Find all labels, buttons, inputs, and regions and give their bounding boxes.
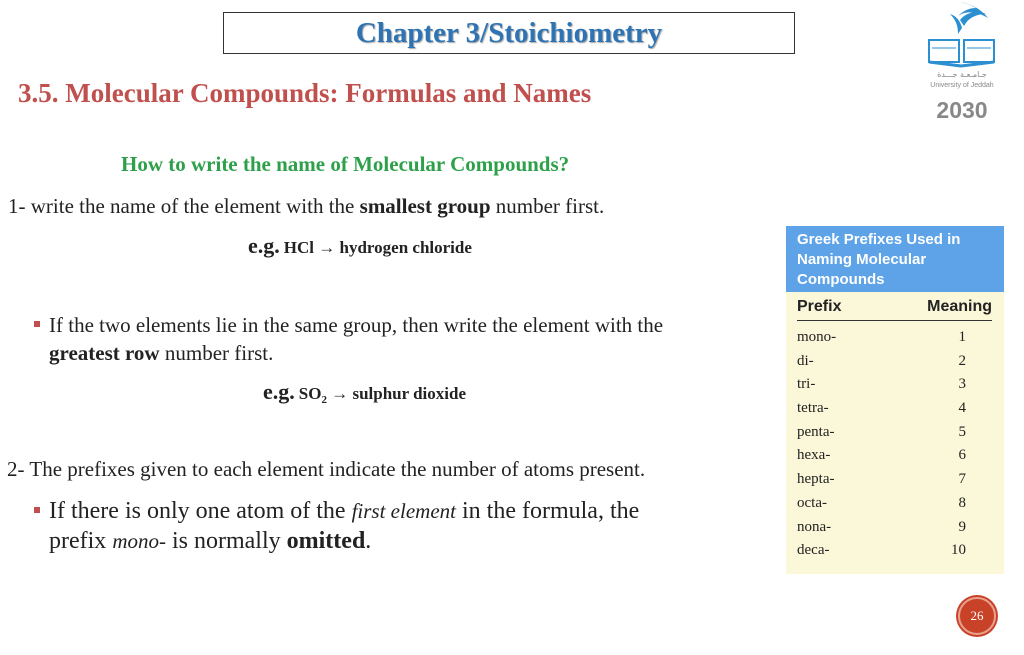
greek-prefix-table <box>786 226 1004 574</box>
bullet-1-marker <box>34 321 40 327</box>
bullet-2-italic: first element <box>351 499 456 523</box>
prefix-column-header: Prefix <box>797 298 842 315</box>
prefix-table-header: Greek Prefixes Used in Naming Molecular Compounds <box>786 226 1004 292</box>
bullet-1-line-2 <box>49 339 663 367</box>
meaning-cell: 10 <box>951 542 966 559</box>
prefix-cell: penta- <box>797 423 835 440</box>
bullet-2-line-2-end: . <box>365 528 372 554</box>
prefix-table-row <box>797 519 966 543</box>
prefix-cell: tri- <box>797 376 816 393</box>
prefix-table-row <box>797 471 966 495</box>
rule-1-text: 1- write the name of the element with the <box>8 194 360 218</box>
rule-1 <box>8 194 604 219</box>
meaning-cell: 8 <box>958 494 966 511</box>
meaning-cell: 7 <box>958 471 966 488</box>
example-1-formula: HCl <box>283 238 314 257</box>
example-1-arrow: → <box>314 238 340 257</box>
rule-1-text-end: number first. <box>490 194 605 218</box>
prefix-table-row <box>797 542 966 566</box>
vision-2030-text: 2030 <box>936 97 988 122</box>
bullet-2-line-2 <box>49 526 639 556</box>
meaning-cell: 5 <box>958 423 966 440</box>
meaning-cell: 6 <box>958 447 966 464</box>
example-2 <box>263 379 466 406</box>
bullet-1 <box>49 311 663 367</box>
meaning-column-header: Meaning <box>927 298 992 315</box>
bullet-1-bold: greatest row <box>49 341 160 365</box>
bullet-2-line-1 <box>49 496 639 526</box>
prefix-cell: hepta- <box>797 471 835 488</box>
bullet-1-line-1: If the two elements lie in the same group, then write the element with the <box>49 313 664 337</box>
prefix-table-row <box>797 329 966 353</box>
meaning-cell: 4 <box>958 400 966 417</box>
prefix-table-row <box>797 400 966 424</box>
bullet-1-text-end: number first. <box>159 341 274 365</box>
prefix-table-row <box>797 376 966 400</box>
example-2-subscript: 2 <box>321 394 327 407</box>
example-1-name: hydrogen chloride <box>339 238 472 257</box>
bullet-2-line-2-mid: is normally <box>165 528 287 554</box>
rule-2: 2- The prefixes given to each element indicate the number of atoms present. <box>7 457 646 481</box>
logo-english-text: University of Jeddah <box>930 82 994 89</box>
bullet-2-text: If there is only one atom of the <box>49 498 352 524</box>
meaning-cell: 9 <box>958 518 966 535</box>
meaning-cell: 2 <box>958 352 966 369</box>
prefix-cell: di- <box>797 352 814 369</box>
example-2-formula: SO <box>298 384 322 403</box>
meaning-cell: 1 <box>958 329 966 345</box>
prefix-cell: mono- <box>797 329 837 345</box>
bullet-2-line-2-italic: mono- <box>112 529 166 553</box>
bullet-2-line-2-bold: omitted <box>286 528 366 554</box>
example-2-label: e.g. <box>263 379 295 404</box>
prefix-cell: octa- <box>797 494 827 511</box>
example-1 <box>248 233 472 259</box>
prefix-cell: tetra- <box>797 400 829 417</box>
bullet-2 <box>49 496 639 556</box>
example-2-name: sulphur dioxide <box>352 384 466 403</box>
sub-heading: How to write the name of Molecular Compounds? <box>121 152 570 176</box>
prefix-table-column-headers <box>797 298 992 321</box>
bullet-2-text-mid: in the formula, the <box>455 498 640 524</box>
prefix-cell: nona- <box>797 518 832 535</box>
university-logo <box>926 0 1000 122</box>
prefix-table-row <box>797 424 966 448</box>
prefix-table-rows <box>786 329 1004 566</box>
example-1-label: e.g. <box>248 233 280 258</box>
slide-title: Chapter 3/Stoichiometry <box>355 16 663 49</box>
prefix-table-row <box>797 495 966 519</box>
prefix-table-row <box>797 353 966 377</box>
bullet-2-line-2-text: prefix <box>49 528 113 554</box>
meaning-cell: 3 <box>958 376 966 393</box>
slide-title-box <box>223 12 795 54</box>
prefix-cell: deca- <box>797 542 830 559</box>
prefix-cell: hexa- <box>797 447 831 464</box>
section-heading: 3.5. Molecular Compounds: Formulas and Names <box>18 78 592 108</box>
rule-1-bold: smallest group <box>359 194 491 218</box>
page-number-badge: 26 <box>958 597 996 635</box>
example-2-arrow: → <box>326 384 353 403</box>
bullet-2-marker <box>34 507 40 513</box>
prefix-table-row <box>797 447 966 471</box>
logo-arabic-text: جـامـعـة جـــدة <box>937 70 987 79</box>
